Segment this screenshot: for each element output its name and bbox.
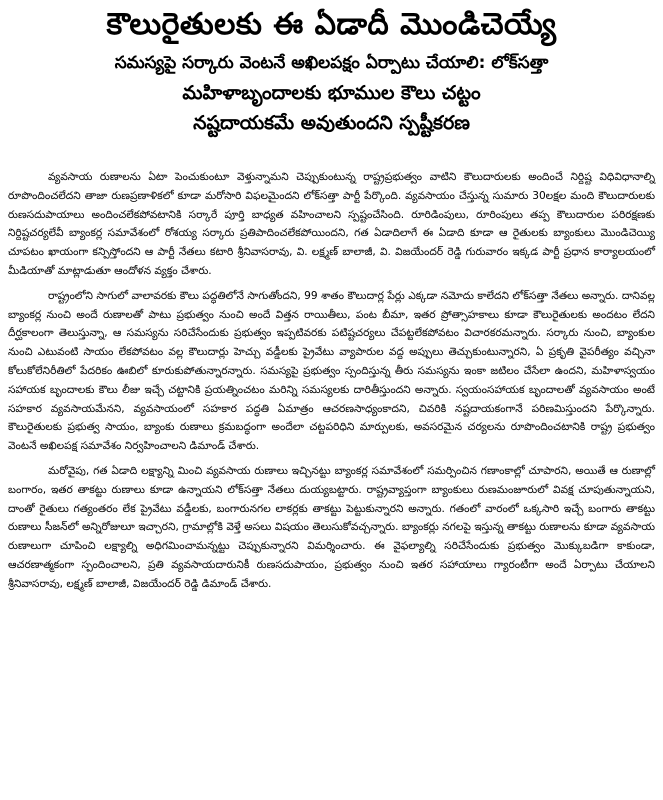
paragraph-1: వ్యవసాయ రుణాలను ఏటా పెంచుకుంటూ వెళ్తున్నామని చెప్పుకుంటున్న రాష్ట్రప్రభుత్వం వాటిని కౌలుదారులకు అందించే నిర్దిష్ట విధివిధానాల్ని రూపొందించలేదని తాజా రుణప్రణాళికలో కూడా మరోసారి విఫలమైందని లోక్‌సత్తా పార్టీ పేర్కొంది. వ్యవసాయం చేస్తున్న సుమారు 30లక్షల మంది కౌలుదారులకు రుణసదుపాయాలు అందించలేకపోవటానికి సర్కారే పూర్తి బాధ్యత వహించాలని స్పష్టంచేసింది. రూరిడింపులు, రూరింపులు తప్ప కౌలుదారుల పరిరక్షణకు నిర్దిష్టచర్యలేవీ బ్యాంకర్ల సమావేశంలో రోశయ్య సర్కారు ప్రతిపాదించలేకపోయిందని, గత ఏడాదిలాగే ఈ ఏడాది కూడా ఆ రైతులకు బ్యాంకులు మొండిచెయ్యి చూపటం ఖాయంగా కన్పిస్తోందని ఆ పార్టీ నేతలు కటారి శ్రీనివాసరావు, వి. లక్ష్మణ్ బాలాజీ, వి. విజయేందర్ రెడ్డి గురువారం ఇక్కడ పార్టీ ప్రధాన కార్యాలయంలో మీడియాతో మాట్లాడుతూ ఆందోళన వ్యక్తం చేశారు. [8,171,655,277]
article-body [8,168,655,600]
subheading-1: సమస్యపై సర్కారు వెంటనే అఖిలపక్షం ఏర్పాటు చేయాలి: లోక్‌సత్తా [114,53,549,73]
subheading-3: నష్టదాయకమే అవుతుందని స్పష్టీకరణ [193,112,470,134]
paragraph-3: మరోవైపు, గత ఏడాది లక్ష్యాన్ని మించి వ్యవసాయ రుణాలు ఇచ్చినట్టు బ్యాంకర్ల సమావేశంలో సమర్పించిన గణాంకాల్లో చూపారని, అయితే ఆ రుణాల్లో బంగారం, ఇతర తాకట్టు రుణాలు కూడా ఉన్నాయని లోక్‌సత్తా నేతలు దుయ్యబట్టారు. రాష్ట్రవ్యాప్తంగా బ్యాంకులు రుణమంజూరులో వివక్ష చూపుతున్నాయని, దాంతో రైతులు గత్యంతరం లేక ప్రైవేటు వడ్డీలకు, బంగారునగల లాకర్లకు తాకట్టు పెట్టుకున్నారని అన్నారు. గతంలో వారంలో ఒక్కసారి ఇచ్చే బంగారు తాకట్టు రుణాలు సీజన్‌లో అన్నిరోజులూ ఇచ్చారని, గ్రామాల్లోకి వెళ్తే అసలు విషయం తెలుసుకోవచ్చన్నారు. బ్యాంకర్లు నగలపై ఇస్తున్న తాకట్టు రుణాలను కూడా వ్యవసాయ రుణాలుగా చూపించి లక్ష్యాల్ని అధిగమించామన్నట్టు చెప్పుకున్నారని విమర్శించారు. ఈ వైఫల్యాల్ని సరిచేసేందుకు ప్రభుత్వం మొక్కుబడిగా కాకుండా, ఆచరణాత్మకంగా స్పందించాలని, ప్రతి వ్యవసాయదారునికీ రుణసదుపాయం, ప్రభుత్వం నుంచి ఇతర సహాయాలు గ్యారంటీగా అందే ఏర్పాటు చేయాలని శ్రీనివాసరావు, లక్ష్మణ్ బాలాజీ, విజయేందర్ రెడ్డి డిమాండ్ చేశారు. [8,464,655,590]
subheading-2: మహిళాబృందాలకు భూముల కౌలు చట్టం [182,82,481,104]
headline: కౌలురైతులకు ఈ ఏడాదీ మొండిచెయ్యే [106,7,557,42]
paragraph-2: రాష్ట్రంలోని సాగులో వాలావరకు కౌలు పద్ధతిలోనే సాగుతోందని, 99 శాతం కౌలుదార్ల పేర్లు ఎక్కడా నమోదు కాలేదని లోక్‌సత్తా నేతలు అన్నారు. దానివల్ల బ్యాంకర్ల నుంచి అందే రుణాలతో పాటు ప్రభుత్వం నుంచి అందే విత్తన రాయితీలు, పంట బీమా, ఇతర ప్రోత్సాహకాలు కూడా కౌలురైతులకు అందటం లేదని దీర్ఘకాలంగా తెలుస్తున్నా, ఆ సమస్యను సరిచేసేందుకు ప్రభుత్వం ఇప్పటివరకు పటిష్టచర్యలు చేపట్టలేకపోవటం విచారకరమన్నారు. సర్కారు నుంచి, బ్యాంకుల నుంచి ఎటువంటి సాయం లేకపోవటం వల్ల కౌలుదార్లు హెచ్చు వడ్డీలకు ప్రైవేటు వ్యాపారుల వద్ద అప్పులు తెచ్చుకుంటున్నారని, ఏ ప్రకృతి వైపరీత్యం వచ్చినా కోలుకోలేనిరీతిలో పేదరికం ఊబిలో కూరుకుపోతున్నారన్నారు. సమస్యపై ప్రభుత్వం స్పందిస్తున్న తీరు సమస్యను ఇంకా జటిలం చేసేలా ఉందని, మహిళాస్వయం సహాయక బృందాలకు కౌలు లీజు ఇచ్చే చట్టానికి ప్రయత్నించటం మరిన్ని సమస్యలకు దారితీస్తుందని అన్నారు. స్వయంసహాయక బృందాలతో వ్యవసాయం అంటే సహకార వ్యవసాయమేనని, వ్యవసాయంలో సహకార పద్ధతి ఏమాత్రం ఆచరణసాధ్యంకాదని, చివరికి నష్టదాయకంగానే పరిణమిస్తుందని పేర్కొన్నారు. కౌలురైతులకు ప్రభుత్వ సాయం, బ్యాంకు రుణాలు క్రమబద్ధంగా అందేలా చట్టపరిధిని మార్పులకు, అవసరమైన చర్యలను రూపొందించటానికి రాష్ట్ర ప్రభుత్వం వెంటనే అఖిలపక్ష సమావేశం నిర్వహించాలని డిమాండ్ చేశారు. [8,289,655,453]
